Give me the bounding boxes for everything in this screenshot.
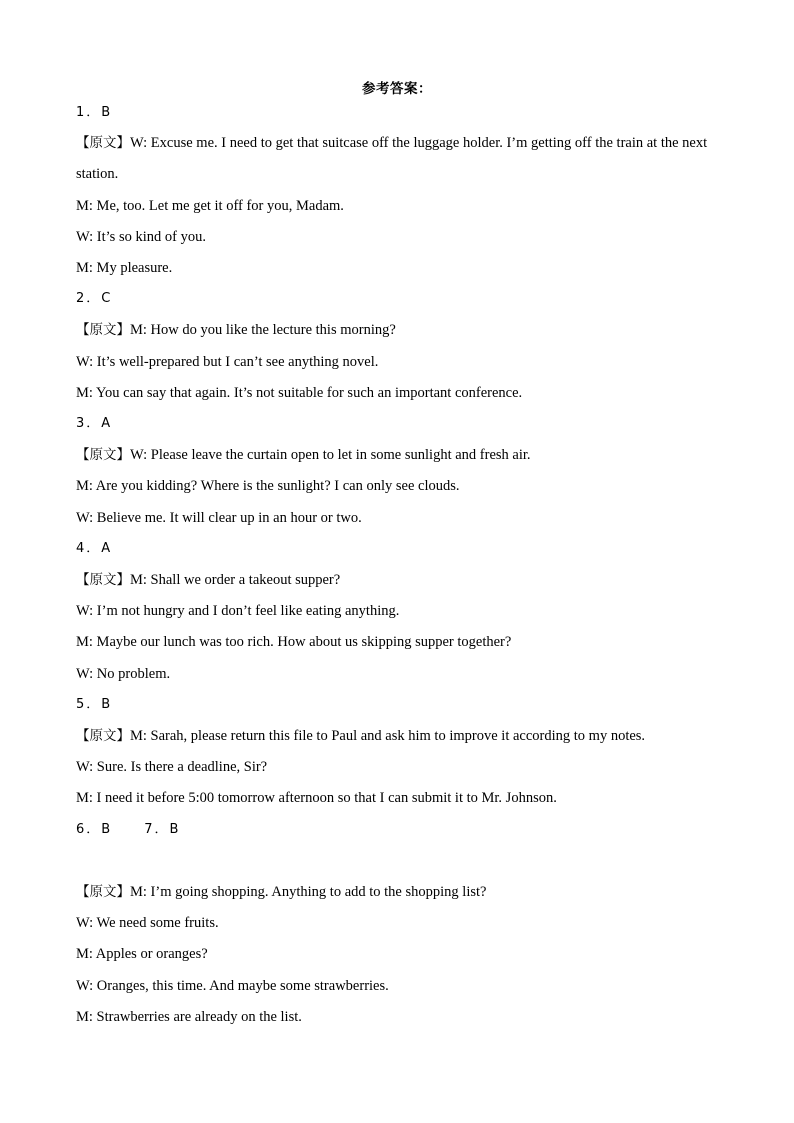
transcript-1-line-2: station. (76, 166, 119, 182)
transcript-6-line-1 (76, 883, 486, 901)
transcript-6-line-3: M: Apples or oranges? (76, 946, 208, 962)
transcript-text: M: Sarah, please return this file to Paul and ask him to improve it according to my notes. (130, 728, 646, 744)
transcript-1-line-4: W: It’s so kind of you. (76, 229, 206, 245)
answer-3: 3．A (76, 416, 113, 431)
transcript-6-line-5: M: Strawberries are already on the list. (76, 1009, 302, 1025)
transcript-tag: 【原文】 (76, 572, 130, 588)
transcript-text: W: Excuse me. I need to get that suitcase off the luggage holder. I’m getting off the train at the next (130, 135, 708, 151)
transcript-5-line-2: W: Sure. Is there a deadline, Sir? (76, 759, 268, 775)
transcript-4-line-2: W: I’m not hungry and I don’t feel like eating anything. (76, 603, 400, 619)
transcript-1-line-5: M: My pleasure. (76, 260, 173, 276)
transcript-1-line-3: M: Me, too. Let me get it off for you, Madam. (76, 198, 344, 214)
transcript-tag: 【原文】 (76, 884, 130, 900)
answer-2: 2．C (76, 291, 113, 306)
transcript-text: M: I’m going shopping. Anything to add to the shopping list? (130, 884, 487, 900)
transcript-5-line-1 (76, 727, 645, 745)
transcript-2-line-2: W: It’s well-prepared but I can’t see anything novel. (76, 354, 379, 370)
transcript-tag: 【原文】 (76, 135, 130, 151)
transcript-text: M: Shall we order a takeout supper? (130, 572, 341, 588)
transcript-6-line-2: W: We need some fruits. (76, 915, 219, 931)
answer-6-7 (76, 821, 180, 839)
transcript-text: W: Please leave the curtain open to let in some sunlight and fresh air. (130, 447, 531, 463)
transcript-4-line-1 (76, 571, 340, 589)
answer-7: 7．B (144, 822, 181, 837)
transcript-3-line-1 (76, 446, 531, 464)
transcript-tag: 【原文】 (76, 728, 130, 744)
transcript-4-line-4: W: No problem. (76, 666, 171, 682)
transcript-6-line-4: W: Oranges, this time. And maybe some strawberries. (76, 978, 389, 994)
transcript-2-line-3: M: You can say that again. It’s not suitable for such an important conference. (76, 385, 523, 401)
transcript-tag: 【原文】 (76, 447, 130, 463)
transcript-tag: 【原文】 (76, 322, 130, 338)
transcript-text: M: How do you like the lecture this morning? (130, 322, 396, 338)
transcript-2-line-1 (76, 321, 396, 339)
transcript-4-line-3: M: Maybe our lunch was too rich. How about us skipping supper together? (76, 634, 512, 650)
transcript-3-line-2: M: Are you kidding? Where is the sunlight? I can only see clouds. (76, 478, 460, 494)
answer-5: 5．B (76, 697, 113, 712)
answer-1: 1．B (76, 105, 113, 120)
transcript-1-line-1 (76, 134, 707, 152)
answer-6: 6．B (76, 822, 113, 837)
page-title: 参考答案： (362, 81, 432, 97)
transcript-3-line-3: W: Believe me. It will clear up in an hour or two. (76, 510, 362, 526)
answer-4: 4．A (76, 541, 113, 556)
transcript-5-line-3: M: I need it before 5:00 tomorrow afternoon so that I can submit it to Mr. Johnson. (76, 790, 557, 806)
